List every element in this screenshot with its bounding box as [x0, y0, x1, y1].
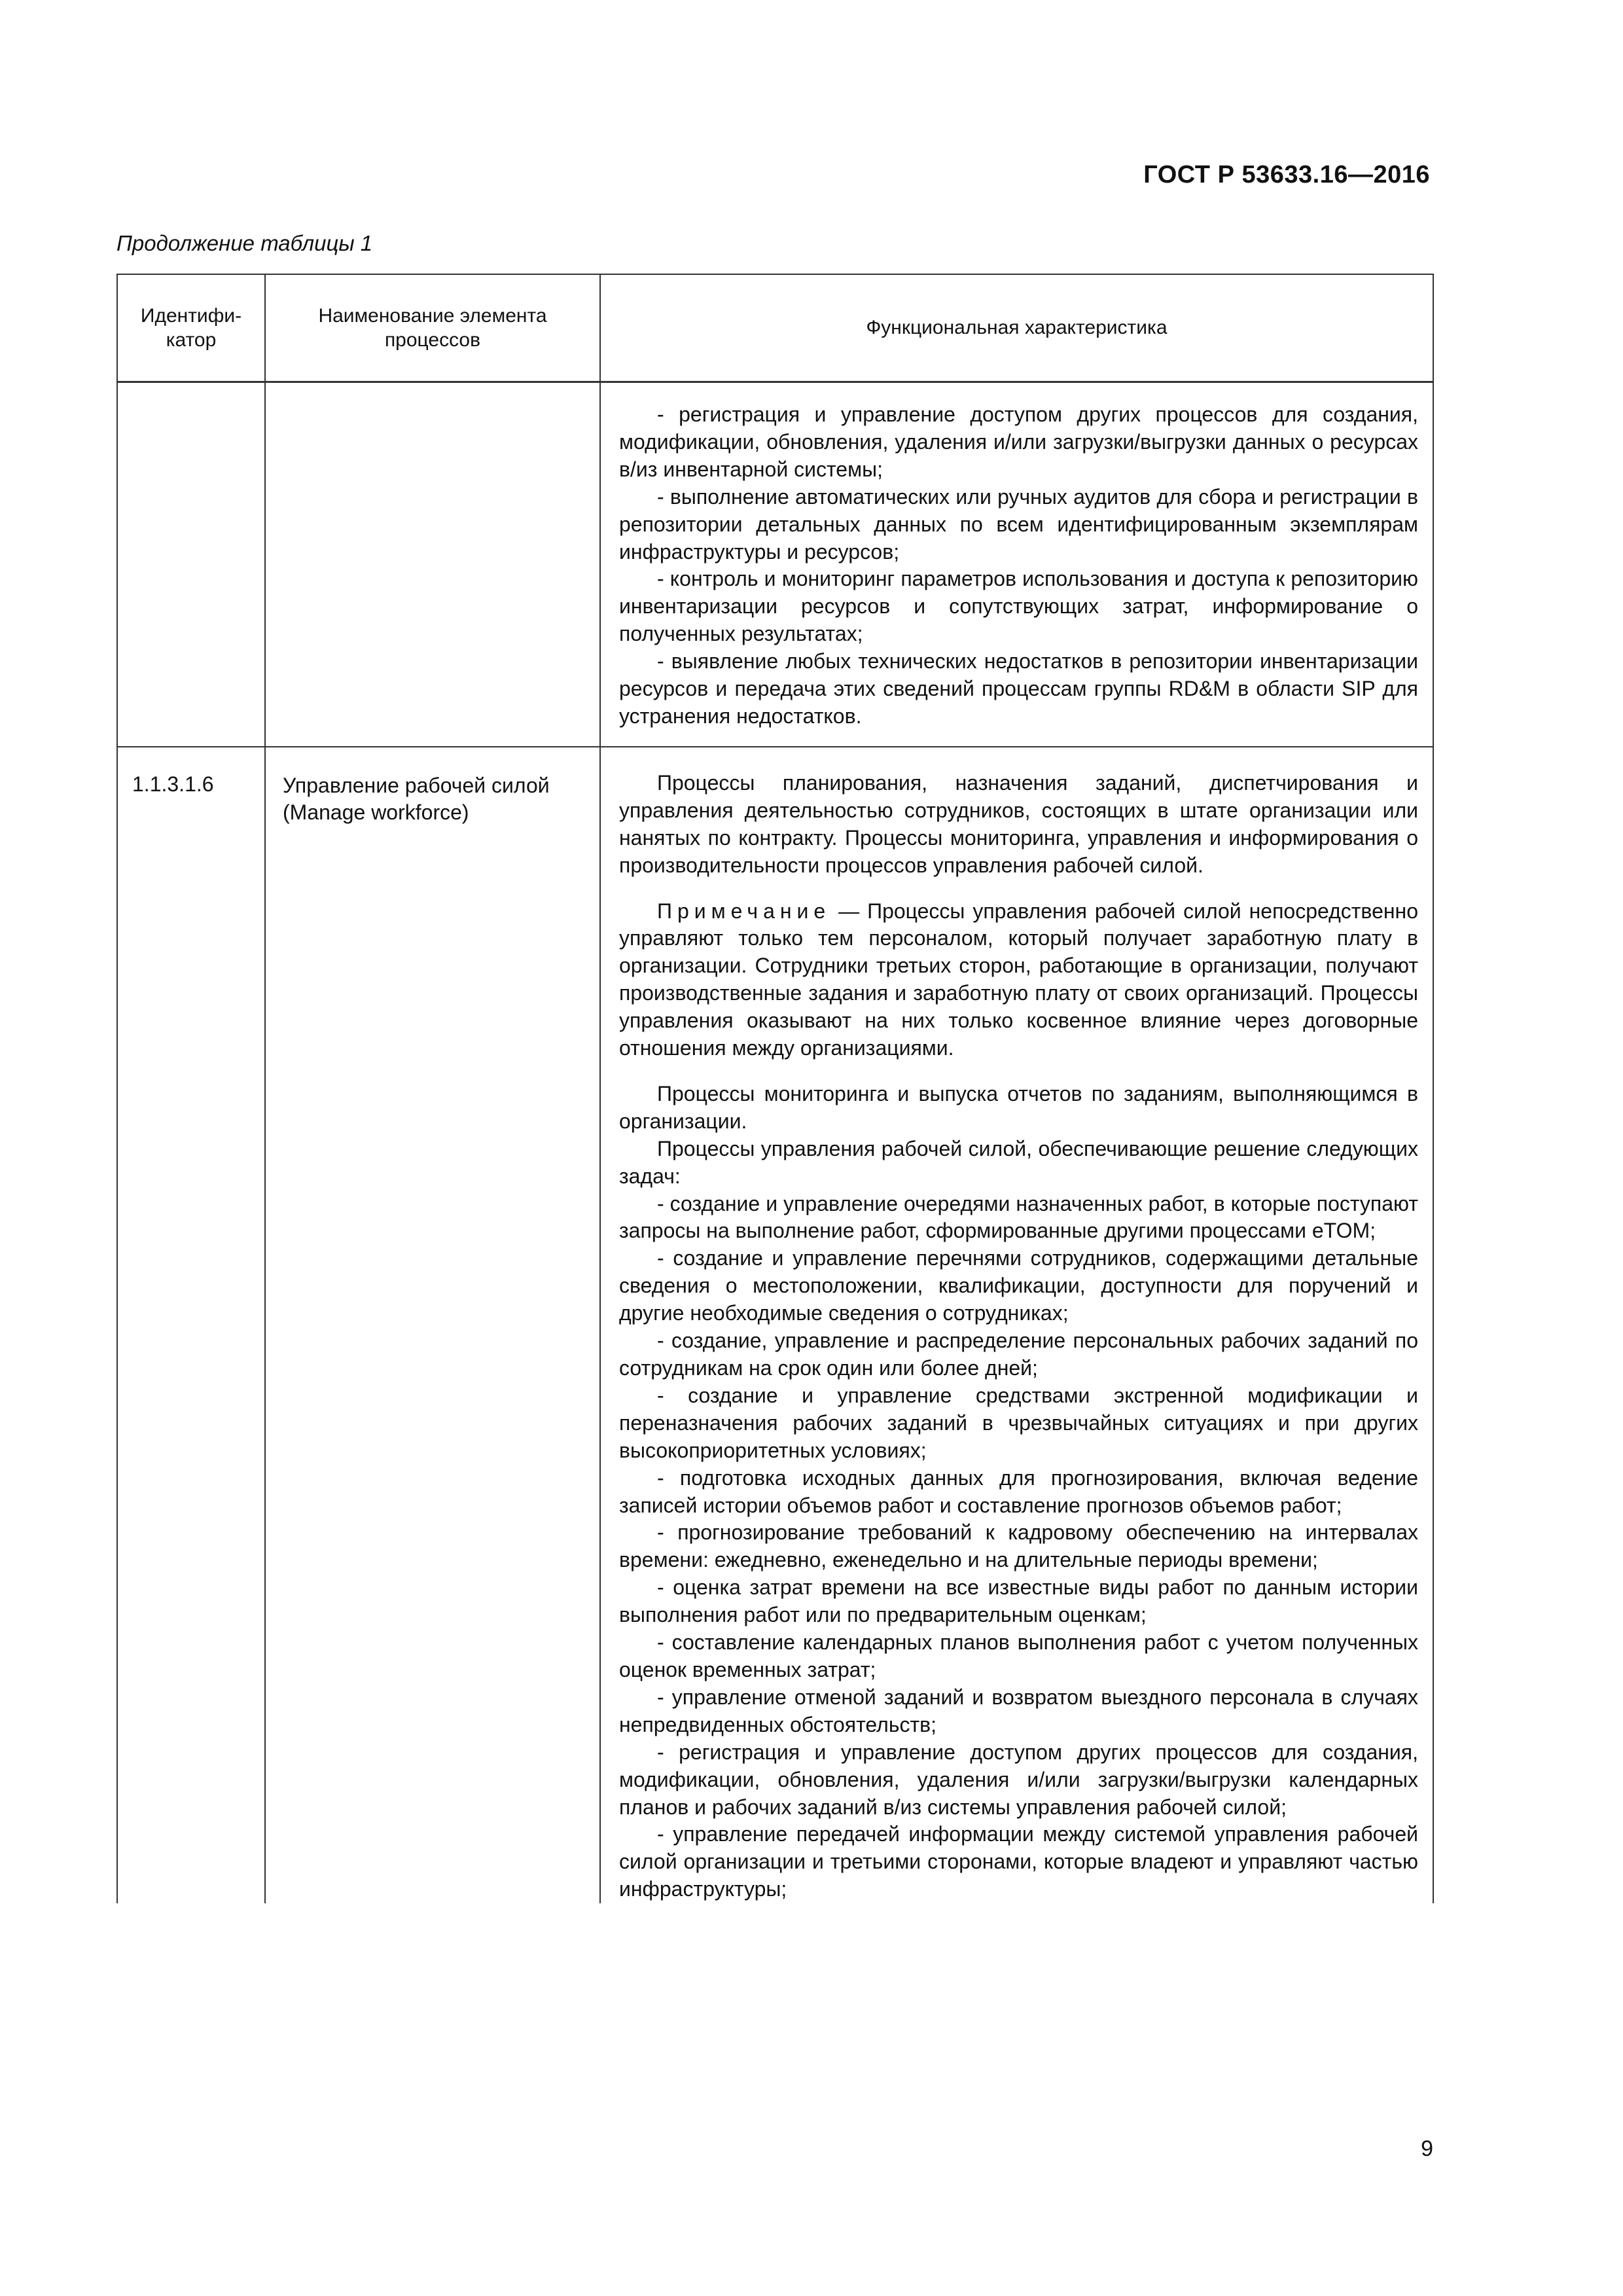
list-item: - создание, управление и распределение персональных рабочих заданий по сотрудникам на срок один или более дней;: [619, 1329, 1418, 1380]
paragraph: Процессы мониторинга и выпуска отчетов по заданиям, выполняющимся в организации.: [619, 1081, 1418, 1133]
table-row: [117, 747, 1433, 1903]
list-item: - создание и управление очередями назначенных работ, в которые поступают запросы на выполнение работ, сформированные другими процессами eTOM;: [619, 1191, 1418, 1243]
list-item: - выявление любых технических недостатков в репозитории инвентаризации ресурсов и передача этих сведений процессам группы RD&M в области SIP для устранения недостатков.: [619, 649, 1418, 728]
list-item: - оценка затрат времени на все известные виды работ по данным истории выполнения работ или по предварительным оценкам;: [619, 1575, 1418, 1627]
row-element-name: [265, 747, 600, 1903]
table-continuation-caption: Продолжение таблицы 1: [116, 231, 373, 255]
table-row: [117, 382, 1433, 747]
row-functional-characteristic: [600, 747, 1433, 1903]
list-item: - подготовка исходных данных для прогнозирования, включая ведение записей истории объемов работ и составление прогнозов объемов работ;: [619, 1465, 1418, 1517]
intro-paragraph: Процессы планирования, назначения заданий, диспетчирования и управления деятельностью сотрудников, состоящих в штате организации или нанятых по контракту. Процессы мониторинга, управления и информирования о производительности процессов управления рабочей силой.: [619, 770, 1418, 877]
list-item: - прогнозирование требований к кадровому обеспечению на интервалах времени: ежедневно, еженедельно и на длительные периоды времени;: [619, 1520, 1418, 1572]
list-item: - контроль и мониторинг параметров использования и доступа к репозиторию инвентаризации ресурсов и сопутствующих затрат, информирование о полученных результатах;: [619, 567, 1418, 646]
functional-table: [116, 274, 1434, 1903]
list-item: - управление передачей информации между системой управления рабочей силой организации и третьими сторонами, которые владеют и управляют частью инфраструктуры;: [619, 1822, 1418, 1901]
document-code: ГОСТ Р 53633.16—2016: [1143, 161, 1430, 188]
list-item: - составление календарных планов выполнения работ с учетом полученных оценок временных затрат;: [619, 1630, 1418, 1681]
table-header-row: [117, 274, 1433, 382]
header-identifier: Идентифи- катор: [117, 274, 265, 382]
list-item: - управление отменой заданий и возвратом выездного персонала в случаях непредвиденных обстоятельств;: [619, 1685, 1418, 1736]
element-name-en: (Manage workforce): [283, 800, 469, 825]
row-identifier: 1.1.3.1.6: [117, 747, 265, 1903]
page-number: 9: [1421, 2136, 1433, 2161]
paragraph: Процессы управления рабочей силой, обеспечивающие решение следующих задач:: [619, 1136, 1418, 1188]
list-item: - создание и управление перечнями сотрудников, содержащими детальные сведения о местоположении, квалификации, доступности для поручений и другие необходимые сведения о сотрудниках;: [619, 1246, 1418, 1325]
note-label: Примечание: [657, 899, 831, 923]
header-element-name: Наименование элемента процессов: [265, 274, 600, 382]
note-text: — Процессы управления рабочей силой непосредственно управляют только тем персоналом, который получает заработную плату в организации. Сотрудники третьих сторон, работающие в организации, получают производственные задания и заработную плату от своих организаций. Процессы управления оказывают на них только косвенное влияние через договорные отношения между организациями.: [619, 899, 1418, 1060]
note-paragraph: [619, 898, 1418, 1062]
element-name-ru: Управление рабочей силой: [283, 773, 550, 797]
row-element-name: [265, 382, 600, 747]
list-item: - создание и управление средствами экстренной модификации и переназначения рабочих заданий в чрезвычайных ситуациях и при других высокоприоритетных условиях;: [619, 1383, 1418, 1462]
list-item: - выполнение автоматических или ручных аудитов для сбора и регистрации в репозитории детальных данных по всем идентифицированным экземплярам инфраструктуры и ресурсов;: [619, 484, 1418, 564]
list-item: - регистрация и управление доступом других процессов для создания, модификации, обновления, удаления и/или загрузки/выгрузки данных о ресурсах в/из инвентарной системы;: [619, 403, 1418, 481]
row-identifier: [117, 382, 265, 747]
list-item: - регистрация и управление доступом других процессов для создания, модификации, обновления, удаления и/или загрузки/выгрузки календарных планов и рабочих заданий в/из системы управления рабочей силой;: [619, 1740, 1418, 1819]
header-functional-characteristic: Функциональная характеристика: [600, 274, 1433, 382]
row-functional-characteristic: [600, 382, 1433, 747]
